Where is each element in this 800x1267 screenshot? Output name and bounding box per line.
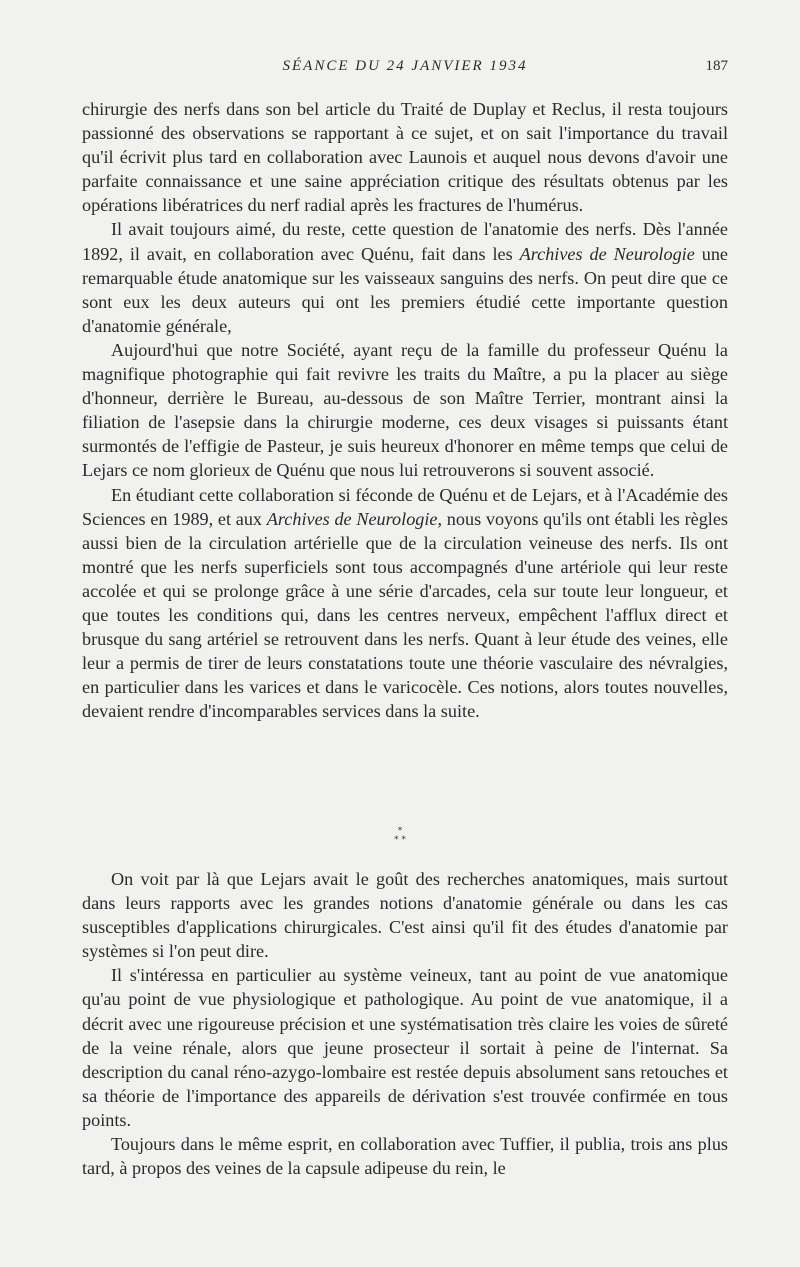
paragraph [82, 217, 728, 337]
text-block-upper [82, 97, 728, 723]
journal-title: Archives de Neurologie [266, 508, 438, 529]
paragraph: chirurgie des nerfs dans son bel article du Traité de Duplay et Reclus, il resta toujours passionné des observations se rapportant à ce sujet, et on sait l'importance du travail qu'il écrivit plus tard en collaboration avec Launois et auquel nous devons d'avoir une parfaite connaissance et une saine appréciation critique des résultats obtenus par les opérations libératrices du nerf radial après les fractures de l'humérus. [82, 99, 728, 216]
text-run: , nous voyons qu'ils ont établi les règles aussi bien de la circulation artérielle que de la circulation veineuse des nerfs. Ils ont montré que les nerfs superficiels sont tous accompagnés d'une artériole qui leur reste accolée et qui se prolonge grâce à une série d'arcades, cela sur toute leur longueur, et que toutes les conditions qui, dans les centres nerveux, empêchent l'afflux direct et brusque du sang artériel se retrouvent dans les nerfs. Quant à leur étude des veines, elle leur a permis de tirer de leurs constatations toute une théorie vasculaire des névralgies, en particulier dans les varices et dans le varicocèle. Ces notions, alors toutes nouvelles, devaient rendre d'incomparables services dans la suite. [82, 508, 729, 722]
asterism-bottom: * * [394, 835, 406, 845]
paragraph: On voit par là que Lejars avait le goût des recherches anatomiques, mais surtout dans leurs rapports avec les grandes notions d'anatomie générale ou dans les cas susceptibles d'applications chirurgicales. C'est ainsi qu'il fit des études d'anatomie par systèmes si l'on peut dire. [82, 869, 728, 962]
paragraph: Il s'intéressa en particulier au système veineux, tant au point de vue anatomique qu'au point de vue physiologique et pathologique. Au point de vue anatomique, il a décrit avec une rigoureuse précision et une systématisation très claire les voies de sûreté de la veine rénale, alors que jeune prosecteur il sortait à peine de l'internat. Sa description du canal réno-azygo-lombaire est restée depuis absolument sans retouches et sa théorie de l'importance des appareils de dérivation s'est trouvée confirmée en tous points. [82, 965, 728, 1130]
paragraph: Toujours dans le même esprit, en collaboration avec Tuffier, il publia, trois ans plus tard, à propos des veines de la capsule adipeuse du rein, le [82, 1134, 728, 1179]
paragraph: Aujourd'hui que notre Société, ayant reçu de la famille du professeur Quénu la magnifique photographie qui fait revivre les traits du Maître, a pu la placer au siège d'honneur, derrière le Bureau, au-dessous de son Maître Terrier, montrant ainsi la filiation de l'asepsie dans la chirurgie moderne, ces deux visages si puissants étant surmontés de l'effigie de Pasteur, je suis heureux d'honorer en même temps que celui de Lejars ce nom glorieux de Quénu que nous lui retrouverons si souvent associé. [82, 339, 728, 481]
journal-title: Archives de Neurologie [519, 243, 695, 264]
page-number: 187 [705, 58, 728, 74]
running-header [82, 58, 728, 82]
text-block-lower [82, 867, 728, 1180]
asterism-top: * [397, 826, 403, 836]
text-run: En étudiant cette collaboration si féconde de Quénu et de Lejars, et à l'Académie des Sciences en 1989, et aux [82, 484, 728, 529]
running-title: SÉANCE DU 24 JANVIER 1934 [282, 58, 528, 74]
text-run: Il avait toujours aimé, du reste, cette question de l'anatomie des nerfs. Dès l'année 1892, il avait, en collaboration avec Quénu, fait dans les [82, 219, 728, 264]
paragraph [82, 483, 728, 724]
section-separator [0, 827, 800, 845]
text-run: une remarquable étude anatomique sur les vaisseaux sanguins des nerfs. On peut dire que ce sont eux les deux auteurs qui ont les premiers étudié cette importante question d'anatomie générale, [82, 243, 729, 336]
